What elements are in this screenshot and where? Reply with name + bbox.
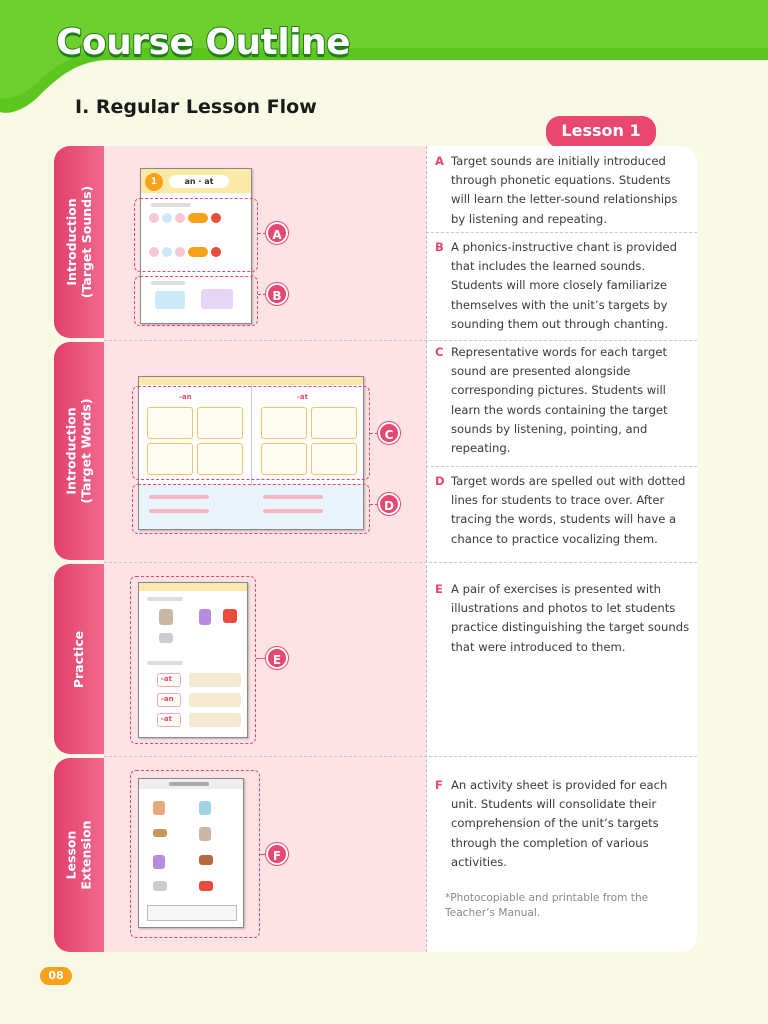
word-family-an: -an: [179, 393, 192, 401]
practice-word-at: -at: [161, 715, 172, 723]
page-title: Course Outline: [56, 22, 351, 63]
row-label-target-words: Introduction (Target Words): [54, 342, 104, 560]
highlight-box-e: [130, 576, 256, 744]
practice-word-an: -an: [161, 695, 174, 703]
photocopiable-note: *Photocopiable and printable from the Teacher’s Manual.: [445, 892, 649, 919]
row-separator: [104, 340, 697, 341]
highlight-box-a: [134, 198, 258, 272]
row-label-target-sounds: Introduction (Target Sounds): [54, 146, 104, 338]
highlight-box-c: [132, 386, 370, 480]
sub-separator: [426, 466, 697, 467]
highlight-box-b: [134, 276, 258, 326]
lesson-flow-table: [54, 146, 697, 952]
row-separator: [104, 562, 697, 563]
description-c: C Representative words for each target sound are presented alongside corresponding pictures. Students will learn the words containing the target sounds by listening, pointing, and repeating.: [435, 345, 668, 456]
practice-word-at: -at: [161, 675, 172, 683]
lesson-tab: Lesson 1: [546, 116, 656, 148]
row-separator: [104, 756, 697, 757]
highlight-box-f: [130, 770, 260, 938]
description-d: D Target words are spelled out with dotted lines for students to trace over. After tracing the words, students will have a chance to practice vocalizing them.: [435, 474, 686, 546]
marker-b: B: [266, 283, 288, 305]
description-a: A Target sounds are initially introduced through phonetic equations. Students will learn the letter-sound relationships by listening and repeating.: [435, 154, 678, 226]
marker-d: D: [378, 493, 400, 515]
row-label-lesson-extension: Lesson Extension: [54, 758, 104, 952]
page-number: 08: [40, 967, 72, 985]
description-e: E A pair of exercises is presented with illustrations and photos to let students practice distinguishing the target sounds that were introduced to them.: [435, 582, 690, 654]
unit-title: an · at: [169, 175, 229, 188]
row-label-practice: Practice: [54, 564, 104, 754]
marker-f: F: [266, 843, 288, 865]
sub-separator: [426, 232, 697, 233]
unit-number-badge: 1: [145, 173, 163, 191]
section-title: I. Regular Lesson Flow: [75, 96, 317, 118]
marker-a: A: [266, 222, 288, 244]
marker-e: E: [266, 647, 288, 669]
word-family-at: -at: [297, 393, 308, 401]
marker-c: C: [378, 422, 400, 444]
description-f: F An activity sheet is provided for each unit. Students will consolidate their comprehension of the unit’s targets through the completion of various activities.: [435, 778, 668, 869]
highlight-box-d: [132, 484, 370, 534]
description-b: B A phonics-instructive chant is provided that includes the learned sounds. Students will more closely familiarize themselves with the unit’s targets by sounding them out through chanting.: [435, 240, 677, 331]
